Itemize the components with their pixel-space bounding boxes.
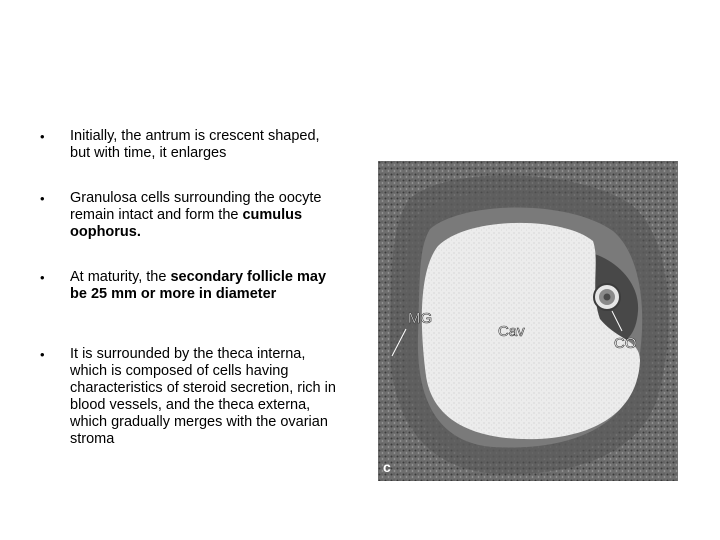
bullet-text-bold: cumulus oophorus.	[70, 207, 303, 240]
follicle-micrograph	[378, 161, 678, 481]
oocyte-nucleus	[604, 294, 611, 301]
label-co: CO	[614, 335, 637, 352]
bullet-text-bold: may be 25 mm or more in diameter	[70, 269, 327, 302]
bullet-marker: •	[40, 129, 45, 144]
bullet-text-part: At maturity, the	[70, 269, 171, 285]
bullet-marker: •	[40, 191, 45, 206]
label-mg: MG	[408, 310, 433, 327]
bullet-marker: •	[40, 347, 45, 362]
bullet-marker: •	[40, 270, 45, 285]
label-panel: c	[383, 459, 391, 475]
bullet-text-bold: secondary follicle	[170, 269, 293, 285]
micrograph-image	[378, 161, 678, 481]
bullet-text-part: Granulosa cells surrounding the oocyte remain intact and form the	[70, 190, 322, 223]
bullet-text-part: Initially, the antrum is crescent shaped, but with time, it enlarges	[70, 128, 320, 161]
bullet-text	[70, 128, 340, 162]
bullet-text	[70, 190, 340, 241]
bullet-text-part: It is surrounded by the theca interna, which is composed of cells having characteristics of steroid secretion, rich in blood vessels, and the theca externa, which gradually merges with the ovarian stroma	[70, 346, 336, 447]
label-cav: Cav	[498, 323, 525, 340]
bullet-text	[70, 346, 340, 448]
bullet-text	[70, 269, 340, 303]
